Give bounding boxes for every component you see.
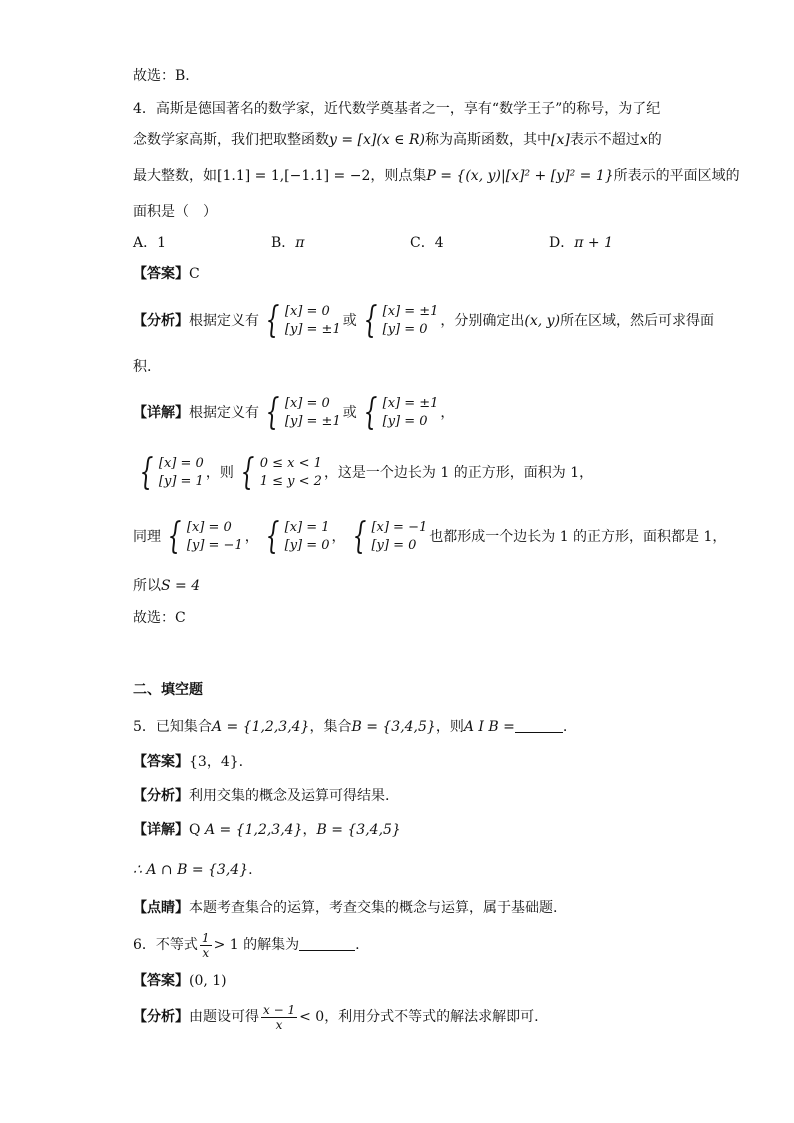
analysis-text: 积.: [133, 359, 152, 375]
equation-system: { [x] = 0 [y] = ±1: [265, 392, 341, 433]
fraction: [261, 1003, 297, 1032]
equation: [x] = ±1: [382, 304, 439, 319]
detail-text: ，: [331, 529, 346, 545]
question-text: 4．高斯是德国著名的数学家，近代数学奠基者之一，享有“数学王子”的称号，为了纪: [133, 101, 661, 117]
math-expression: y = [x](x ∈ R): [329, 132, 425, 148]
question-text: 称为高斯函数，其中: [424, 132, 551, 148]
question-text: 的: [647, 132, 662, 148]
math-expression: ∴ A ∩ B = {3,4}: [133, 862, 249, 878]
answer-value: (0, 1): [189, 973, 227, 989]
detail-text: 根据定义有: [189, 405, 259, 421]
answer-line: [133, 752, 243, 772]
question-text: 表示不超过: [569, 132, 640, 148]
detail-tag: 【详解】: [133, 822, 189, 838]
equation-system: { [x] = 1 [y] = 0: [265, 516, 330, 557]
equation: [y] = ±1: [284, 322, 341, 337]
question-text: 5．已知集合: [133, 719, 212, 735]
denominator: x: [275, 1017, 283, 1032]
answer-options: [133, 233, 653, 253]
remark-tag: 【点睛】: [133, 900, 189, 916]
analysis-text: ，利用分式不等式的解法求解即可.: [324, 1009, 539, 1025]
answer-value: C: [189, 266, 200, 282]
answer-tag: 【答案】: [133, 973, 189, 989]
analysis-line-2: [133, 357, 151, 377]
answer-blank: [515, 718, 563, 733]
answer-line: [133, 971, 227, 991]
analysis-line: [133, 786, 389, 806]
analysis-line: [133, 302, 714, 340]
math-expression: [1.1] = 1,[−1.1] = −2: [217, 168, 371, 184]
inequality: 1 ≤ y < 2: [259, 474, 322, 489]
answer-value: {3，4}.: [189, 754, 244, 770]
equation: [x] = 0: [158, 456, 204, 471]
analysis-text: 利用交集的概念及运算可得结果.: [189, 788, 390, 804]
detail-text: .: [248, 862, 253, 878]
detail-line: [133, 820, 401, 840]
equation-system: { [x] = −1 [y] = 0: [352, 516, 428, 557]
remark-text: 本题考查集合的运算，考查交集的概念与运算，属于基础题.: [189, 900, 558, 916]
detail-text: ，则: [205, 465, 234, 481]
equation: [y] = 0: [371, 538, 417, 553]
detail-text: ，: [244, 529, 259, 545]
detail-text: ，: [302, 822, 317, 838]
equation: [y] = 0: [382, 414, 428, 429]
detail-step-4: [133, 608, 186, 628]
detail-text: ，: [440, 405, 455, 421]
detail-text: ，这是一个边长为 1 的正方形，面积为 1，: [323, 465, 594, 481]
analysis-text: 所在区域，然后可求得面: [560, 313, 715, 329]
math-expression: A = {1,2,3,4}: [211, 719, 310, 735]
question-text: .: [562, 719, 568, 735]
equation-system: { [x] = 0 [y] = −1: [167, 516, 243, 557]
question-text: 最大整数，如: [133, 168, 217, 184]
denominator: x: [202, 945, 210, 960]
detail-text: 或: [342, 405, 357, 421]
question-4-line-2: [133, 130, 662, 150]
question-text: > 1 的解集为: [213, 937, 300, 953]
analysis-text: 根据定义有: [189, 313, 259, 329]
math-expression: B = {3,4,5}: [316, 822, 401, 838]
equation: [x] = 0: [284, 304, 330, 319]
analysis-line: [133, 1000, 539, 1034]
equation-system: { [x] = ±1 [y] = 0: [363, 392, 439, 433]
detail-step-2: [133, 518, 726, 556]
answer-blank: [299, 936, 355, 951]
equation: [y] = 1: [158, 474, 204, 489]
equation: [y] = 0: [284, 538, 330, 553]
equation: [x] = 0: [284, 396, 330, 411]
detail-step-1: [133, 454, 593, 492]
math-expression: A I B =: [463, 719, 515, 735]
question-4-line-4: [133, 202, 217, 222]
inequality: 0 ≤ x < 1: [259, 456, 322, 471]
math-expression: (x, y): [524, 313, 561, 329]
detail-line-2: [133, 860, 253, 880]
option-value: π: [295, 235, 305, 251]
analysis-text: 或: [342, 313, 357, 329]
detail-text: 所以: [133, 578, 161, 594]
equation-system: { [x] = ±1 [y] = 0: [363, 300, 439, 341]
question-text: ，集合: [309, 719, 352, 735]
numerator: x − 1: [263, 1002, 296, 1017]
math-expression: P = {(x, y)|[x]² + [y]² = 1}: [426, 168, 614, 184]
fraction: [200, 931, 212, 960]
math-expression: x: [639, 132, 648, 148]
detail-line: [133, 394, 454, 432]
question-4-line-1: [133, 99, 660, 119]
math-expression: B = {3,4,5}: [351, 719, 436, 735]
math-expression: S = 4: [161, 578, 201, 594]
analysis-text: ，分别确定出: [440, 313, 525, 329]
answer-tag: 【答案】: [133, 754, 189, 770]
equation: [x] = 1: [284, 520, 330, 535]
conclusion-text: 故选：C: [133, 610, 186, 626]
equation: [x] = ±1: [382, 396, 439, 411]
equation: [x] = −1: [371, 520, 428, 535]
analysis-tag: 【分析】: [133, 1009, 189, 1025]
equation: [y] = −1: [186, 538, 243, 553]
option-d: [549, 233, 613, 253]
question-text: .: [355, 937, 360, 953]
math-expression: A = {1,2,3,4}: [204, 822, 303, 838]
equation-system: { [x] = 0 [y] = 1: [139, 452, 204, 493]
section-heading: [133, 680, 203, 700]
section-title: 二、填空题: [133, 682, 203, 698]
math-expression: [x]: [550, 132, 570, 148]
option-value: π + 1: [574, 235, 613, 251]
option-a: A．1: [133, 235, 167, 251]
equation-system: { [x] = 0 [y] = ±1: [265, 300, 341, 341]
question-text: ，则: [435, 719, 464, 735]
math-expression: < 0: [299, 1009, 325, 1025]
text-line: [133, 66, 190, 86]
remark-line: [133, 898, 557, 918]
math-symbol: Q: [189, 822, 205, 838]
option-b: [271, 233, 305, 253]
question-4-line-3: [133, 166, 740, 186]
equation: [y] = ±1: [284, 414, 341, 429]
option-label: B．: [271, 235, 296, 251]
question-text: 6．不等式: [133, 937, 198, 953]
question-text: 念数学家高斯，我们把取整函数: [133, 132, 329, 148]
question-text: ，则点集: [370, 168, 427, 184]
question-text: 面积是（ ）: [133, 204, 217, 220]
question-text: 所表示的平面区域的: [613, 168, 740, 184]
question-5: [133, 717, 567, 737]
analysis-text: 由题设可得: [189, 1009, 259, 1025]
detail-tag: 【详解】: [133, 405, 189, 421]
option-c: C．4: [410, 235, 444, 251]
answer-line: [133, 264, 200, 284]
detail-step-3: [133, 576, 200, 596]
equation: [x] = 0: [186, 520, 232, 535]
answer-tag: 【答案】: [133, 266, 189, 282]
analysis-tag: 【分析】: [133, 313, 189, 329]
numerator: 1: [201, 930, 210, 945]
conclusion-text: 故选：B.: [133, 68, 190, 84]
analysis-tag: 【分析】: [133, 788, 189, 804]
detail-text: 同理: [133, 529, 161, 545]
detail-text: 也都形成一个边长为 1 的正方形，面积都是 1，: [429, 529, 727, 545]
option-label: D．: [549, 235, 575, 251]
question-6: [133, 928, 360, 962]
equation: [y] = 0: [382, 322, 428, 337]
inequality-system: { 0 ≤ x < 1 1 ≤ y < 2: [240, 452, 322, 493]
